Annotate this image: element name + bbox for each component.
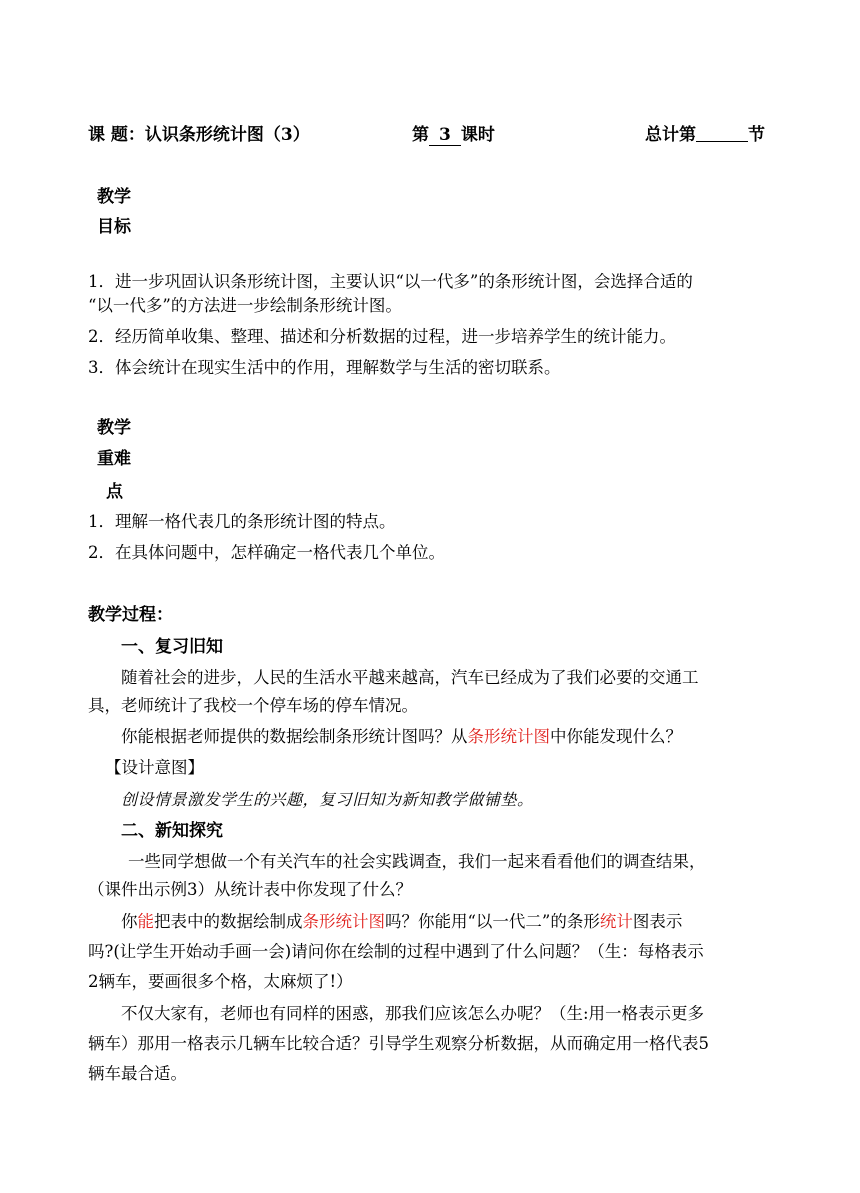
- s2-p2-text-b: 把表中的数据绘制成: [154, 912, 303, 931]
- s2-paragraph3-line2: 辆车）那用一格表示几辆车比较合适？引导学生观察分析数据，从而确定用一格代表5: [88, 1034, 709, 1053]
- topic-label: 课 题：: [88, 125, 145, 145]
- topic-title: 认识条形统计图（3）: [144, 125, 310, 145]
- s2-paragraph3-line1: 不仅大家有，老师也有同样的困惑，那我们应该怎么办呢？（生:用一格表示更多: [121, 1004, 705, 1023]
- total-prefix: 总计第: [645, 125, 696, 145]
- section2-title: 二、新知探究: [121, 821, 223, 841]
- total-suffix: 节: [748, 125, 765, 145]
- s1-p2-text-a: 你能根据老师提供的数据绘制条形统计图吗？从: [121, 727, 468, 746]
- s1-p2-highlight: 条形统计图: [467, 727, 550, 746]
- goal-item-3: 3．体会统计在现实生活中的作用，理解数学与生活的密切联系。: [88, 358, 561, 377]
- s2-p2-highlight-3: 统计: [599, 912, 633, 931]
- keypoints-heading-line3: 点: [106, 482, 123, 502]
- s2-p2-text-a: 你: [121, 912, 138, 931]
- design-intent-label: 【设计意图】: [105, 758, 204, 777]
- s2-p2-text-c: 吗？你能用“以一代二”的条形: [385, 912, 600, 931]
- lesson-suffix: 课时: [460, 125, 495, 145]
- s2-p2-highlight-1: 能: [137, 912, 154, 931]
- goal-item-2: 2．经历简单收集、整理、描述和分析数据的过程，进一步培养学生的统计能力。: [88, 327, 676, 346]
- s2-paragraph2-line1: [121, 908, 682, 932]
- topic-heading: [88, 120, 310, 145]
- section1-title: 一、复习旧知: [121, 637, 223, 657]
- keypoint-item-2: 2．在具体问题中，怎样确定一格代表几个单位。: [88, 543, 445, 562]
- total-lesson-heading: [645, 120, 765, 145]
- s2-paragraph2-line2: 吗?(让学生开始动手画一会)请问你在绘制的过程中遇到了什么问题？（生：每格表示: [88, 942, 704, 961]
- total-blank: [696, 125, 748, 142]
- keypoints-heading-line1: 教学: [97, 418, 131, 438]
- keypoints-heading-line2: 重难: [97, 449, 131, 469]
- lesson-prefix: 第: [412, 125, 429, 145]
- s2-paragraph2-line3: 2辆车，要画很多个格，太麻烦了!）: [88, 972, 353, 991]
- goals-heading-line1: 教学: [97, 187, 131, 207]
- s1-paragraph2: [121, 723, 682, 747]
- s2-paragraph3-line3: 辆车最合适。: [88, 1064, 187, 1083]
- lesson-number: 3: [429, 125, 461, 146]
- goal-item-1-cont: “以一代多”的方法进一步绘制条形统计图。: [88, 296, 402, 315]
- s2-p2-text-d: 图表示: [632, 912, 683, 931]
- s1-p2-text-b: 中你能发现什么？: [550, 727, 682, 746]
- process-heading: 教学过程：: [88, 605, 173, 625]
- s2-p2-highlight-2: 条形统计图: [302, 912, 385, 931]
- keypoint-item-1: 1．理解一格代表几的条形统计图的特点。: [88, 512, 396, 531]
- s1-paragraph1-line1: 随着社会的进步，人民的生活水平越来越高，汽车已经成为了我们必要的交通工: [121, 668, 699, 687]
- s1-paragraph1-line2: 具，老师统计了我校一个停车场的停车情况。: [88, 696, 418, 715]
- design-intent-text: 创设情景激发学生的兴趣，复习旧知为新知教学做铺垫。: [121, 790, 534, 809]
- s2-paragraph1-line2: （课件出示例3）从统计表中你发现了什么？: [88, 880, 412, 899]
- s2-paragraph1-line1: 一些同学想做一个有关汽车的社会实践调查，我们一起来看看他们的调查结果，: [128, 852, 706, 871]
- goals-heading-line2: 目标: [97, 217, 131, 237]
- lesson-number-heading: [412, 120, 495, 146]
- goal-item-1: 1．进一步巩固认识条形统计图，主要认识“以一代多”的条形统计图，会选择合适的: [88, 272, 693, 291]
